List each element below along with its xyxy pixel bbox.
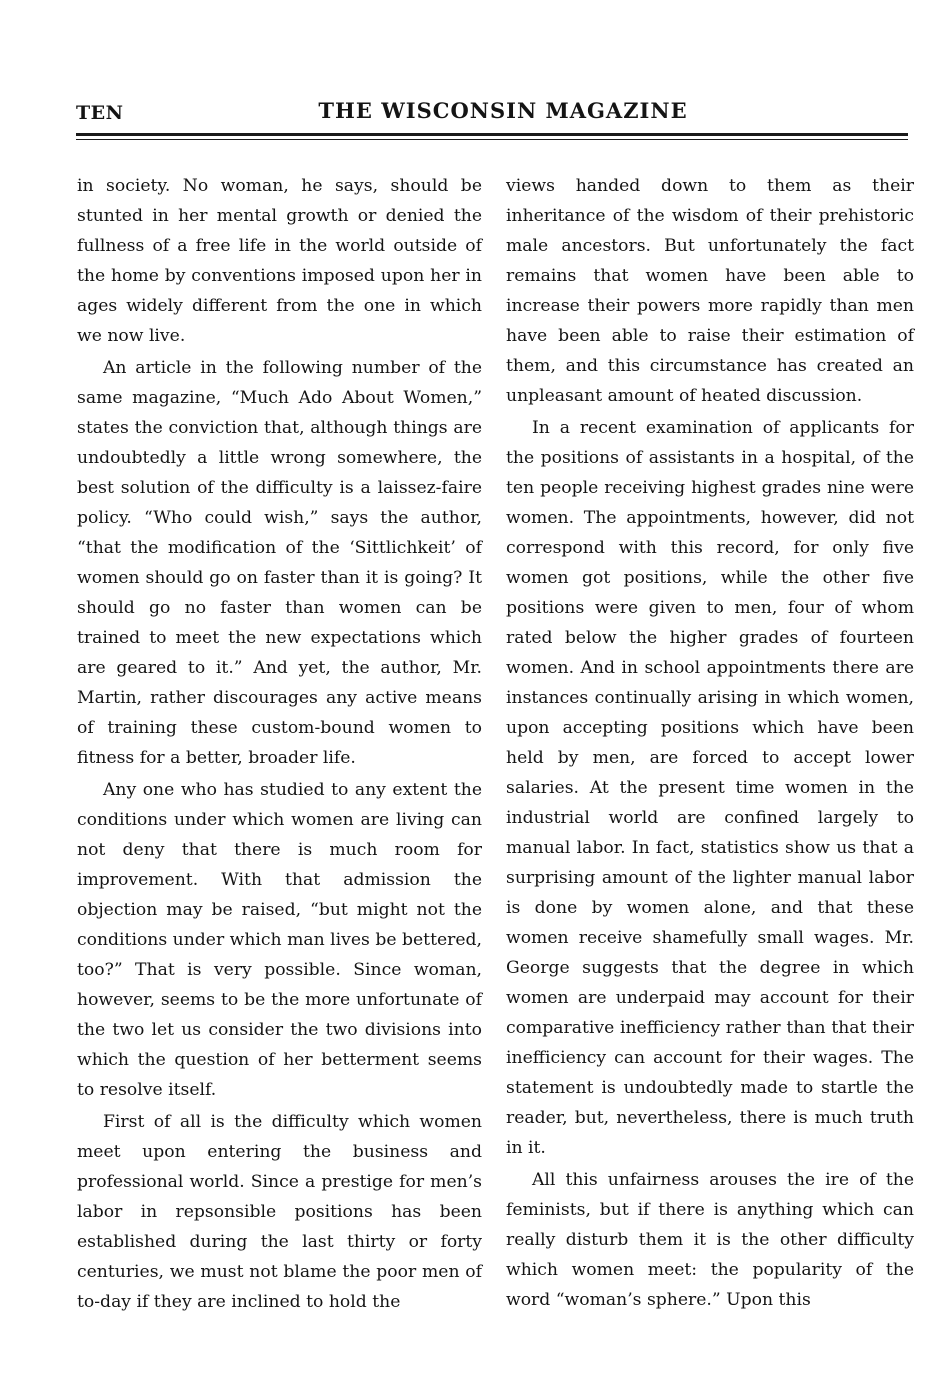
left-column	[77, 171, 482, 1317]
header-rule-thin	[76, 139, 908, 140]
paragraph: views handed down to them as their inheritance of the wisdom of their prehistoric male ancestors. But unfortunately the fact remains that women have been able to increase their powers more rapidly than men have been able to raise their estimation of them, and this circumstance has created an unpleasant amount of heated discussion.	[506, 176, 914, 406]
paragraph: An article in the following number of the same magazine, “Much Ado About Women,” states the conviction that, although things are undoubtedly a little wrong somewhere, the best solution of the difficulty is a laissez-faire policy. “Who could wish,” says the author, “that the modification of the ‘Sittlichkeit’ of women should go on faster than it is going? It should go no faster than women can be trained to meet the new expectations which are geared to it.” And yet, the author, Mr. Martin, rather discourages any active means of training these custom-bound women to fitness for a better, broader life.	[77, 358, 482, 768]
paragraph: Any one who has studied to any extent the conditions under which women are living can not deny that there is much room for improvement. With that admission the objection may be raised, “but might not the conditions under which man lives be bettered, too?” That is very possible. Since woman, however, seems to be the more unfortunate of the two let us consider the two divisions into which the question of her betterment seems to resolve itself.	[77, 780, 482, 1100]
right-column	[506, 171, 914, 1315]
paragraph: in society. No woman, he says, should be stunted in her mental growth or denied the fullness of a free life in the world outside of the home by conventions imposed upon her in ages widely different from the one in which we now live.	[77, 176, 482, 346]
paragraph: All this unfairness arouses the ire of the feminists, but if there is anything which can really disturb them it is the other difficulty which women meet: the popularity of the word “woman’s sphere.” Upon this	[506, 1170, 914, 1310]
paragraph: In a recent examination of applicants for the positions of assistants in a hospital, of the ten people receiving highest grades nine were women. The appointments, however, did not correspond with this record, for only five women got positions, while the other five positions were given to men, four of whom rated below the higher grades of fourteen women. And in school appointments there are instances continually arising in which women, upon accepting positions which have been held by men, are forced to accept lower salaries. At the present time women in the industrial world are confined largely to manual labor. In fact, statistics show us that a surprising amount of the lighter manual labor is done by women alone, and that these women receive shamefully small wages. Mr. George suggests that the degree in which women are underpaid may account for their comparative inefficiency rather than that their inefficiency can account for their wages. The statement is undoubtedly made to startle the reader, but, nevertheless, there is much truth in it.	[506, 418, 914, 1158]
paragraph: First of all is the difficulty which women meet upon entering the business and professional world. Since a prestige for men’s labor in repsonsible positions has been established during the last thirty or forty centuries, we must not blame the poor men of to-day if they are inclined to hold the	[77, 1112, 482, 1312]
header-rule-thick	[76, 133, 908, 136]
magazine-title: THE WISCONSIN MAGAZINE	[318, 98, 688, 123]
running-head	[76, 98, 908, 130]
page-label: TEN	[76, 102, 124, 124]
